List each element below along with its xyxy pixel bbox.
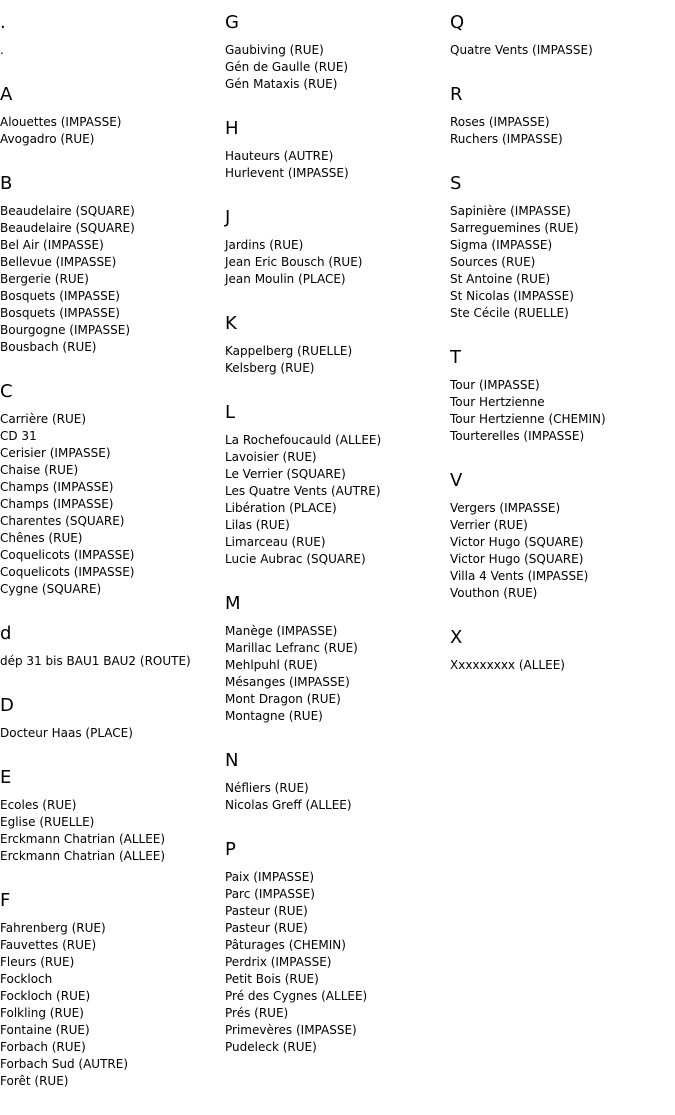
street-link[interactable]: Bergerie (RUE) <box>0 272 89 286</box>
letter-section <box>0 381 225 598</box>
street-link[interactable]: Champs (IMPASSE) <box>0 480 114 494</box>
street-link[interactable]: Limarceau (RUE) <box>225 535 326 549</box>
street-link[interactable]: Néfliers (RUE) <box>225 781 309 795</box>
street-link[interactable]: Kappelberg (RUELLE) <box>225 344 353 358</box>
letter-section <box>0 173 225 356</box>
section-letter-heading: P <box>225 839 236 860</box>
street-link[interactable]: Marillac Lefranc (RUE) <box>225 641 358 655</box>
street-link[interactable]: Fahrenberg (RUE) <box>0 921 106 935</box>
street-link[interactable]: Xxxxxxxxx (ALLEE) <box>450 658 565 672</box>
street-link[interactable]: Ecoles (RUE) <box>0 798 77 812</box>
street-link[interactable]: Jardins (RUE) <box>225 238 304 252</box>
section-letter-heading: . <box>0 12 6 33</box>
street-link[interactable]: Alouettes (IMPASSE) <box>0 115 122 129</box>
section-letter-heading: X <box>450 627 463 648</box>
street-link[interactable]: Perdrix (IMPASSE) <box>225 955 332 969</box>
street-link[interactable]: Fauvettes (RUE) <box>0 938 97 952</box>
section-letter-heading: L <box>225 402 236 423</box>
section-letter-heading: K <box>225 313 237 334</box>
letter-section <box>225 207 450 288</box>
street-link[interactable]: Erckmann Chatrian (ALLEE) <box>0 832 166 846</box>
street-link[interactable]: Beaudelaire (SQUARE) <box>0 221 135 235</box>
street-link[interactable]: Forbach Sud (AUTRE) <box>0 1057 128 1071</box>
index-column-2 <box>225 12 450 1081</box>
street-link[interactable]: Charentes (SQUARE) <box>0 514 125 528</box>
street-link[interactable]: Tour Hertzienne (CHEMIN) <box>450 412 606 426</box>
letter-section <box>0 84 225 148</box>
street-link[interactable]: Pudeleck (RUE) <box>225 1040 317 1054</box>
letter-section <box>450 173 675 322</box>
street-link[interactable]: Sources (RUE) <box>450 255 536 269</box>
street-link[interactable]: Victor Hugo (SQUARE) <box>450 552 584 566</box>
street-link[interactable]: Vergers (IMPASSE) <box>450 501 561 515</box>
street-link[interactable]: Chaise (RUE) <box>0 463 79 477</box>
street-link[interactable]: Mehlpuhl (RUE) <box>225 658 318 672</box>
section-letter-heading: E <box>0 767 12 788</box>
street-link[interactable]: Lucie Aubrac (SQUARE) <box>225 552 366 566</box>
street-link[interactable]: Coquelicots (IMPASSE) <box>0 548 135 562</box>
street-link[interactable]: Fockloch (RUE) <box>0 989 91 1003</box>
street-link[interactable]: Tourterelles (IMPASSE) <box>450 429 585 443</box>
street-link[interactable]: Le Verrier (SQUARE) <box>225 467 346 481</box>
street-link[interactable]: Roses (IMPASSE) <box>450 115 550 129</box>
street-link[interactable]: Bel Air (IMPASSE) <box>0 238 104 252</box>
letter-section <box>450 12 675 59</box>
street-link[interactable]: Sapinière (IMPASSE) <box>450 204 571 218</box>
letter-section <box>0 695 225 742</box>
letter-section <box>450 84 675 148</box>
section-letter-heading: N <box>225 750 239 771</box>
street-link[interactable]: Prés (RUE) <box>225 1006 289 1020</box>
letter-section <box>225 750 450 814</box>
street-link[interactable]: Hauteurs (AUTRE) <box>225 149 334 163</box>
letter-section <box>450 347 675 445</box>
street-link[interactable]: Ste Cécile (RUELLE) <box>450 306 569 320</box>
street-link[interactable]: Bourgogne (IMPASSE) <box>0 323 131 337</box>
section-letter-heading: C <box>0 381 13 402</box>
street-link[interactable]: Cerisier (IMPASSE) <box>0 446 111 460</box>
street-link[interactable]: Jean Eric Bousch (RUE) <box>225 255 363 269</box>
street-link[interactable]: St Antoine (RUE) <box>450 272 551 286</box>
street-link[interactable]: Gén Mataxis (RUE) <box>225 77 338 91</box>
street-link[interactable]: Fleurs (RUE) <box>0 955 75 969</box>
section-letter-heading: H <box>225 118 239 139</box>
street-link[interactable]: Kelsberg (RUE) <box>225 361 315 375</box>
street-link[interactable]: Fockloch <box>0 972 53 986</box>
letter-section <box>225 402 450 568</box>
street-link[interactable]: Primevères (IMPASSE) <box>225 1023 357 1037</box>
street-link[interactable]: Paix (IMPASSE) <box>225 870 315 884</box>
street-link[interactable]: Forêt (RUE) <box>0 1074 69 1088</box>
street-link[interactable]: Gaubiving (RUE) <box>225 43 324 57</box>
street-link[interactable]: Gén de Gaulle (RUE) <box>225 60 349 74</box>
section-letter-heading: S <box>450 173 462 194</box>
street-link[interactable]: Eglise (RUELLE) <box>0 815 95 829</box>
street-link[interactable]: Bosquets (IMPASSE) <box>0 289 120 303</box>
street-link[interactable]: Carrière (RUE) <box>0 412 87 426</box>
street-link[interactable]: Avogadro (RUE) <box>0 132 95 146</box>
street-link[interactable]: Pasteur (RUE) <box>225 921 308 935</box>
street-link[interactable]: Mésanges (IMPASSE) <box>225 675 350 689</box>
street-link[interactable]: Lavoisier (RUE) <box>225 450 317 464</box>
street-link[interactable]: Pré des Cygnes (ALLEE) <box>225 989 368 1003</box>
letter-section <box>450 627 675 674</box>
section-letter-heading: d <box>0 623 12 644</box>
street-link[interactable]: dép 31 bis BAU1 BAU2 (ROUTE) <box>0 654 191 668</box>
section-letter-heading: T <box>450 347 461 368</box>
street-link[interactable]: Sigma (IMPASSE) <box>450 238 553 252</box>
street-link[interactable]: Les Quatre Vents (AUTRE) <box>225 484 381 498</box>
letter-section <box>0 767 225 865</box>
street-link[interactable]: Bellevue (IMPASSE) <box>0 255 117 269</box>
street-link[interactable]: Bousbach (RUE) <box>0 340 97 354</box>
letter-section <box>225 118 450 182</box>
section-letter-heading: D <box>0 695 14 716</box>
street-link[interactable]: Verrier (RUE) <box>450 518 528 532</box>
street-link[interactable]: Erckmann Chatrian (ALLEE) <box>0 849 166 863</box>
street-link[interactable]: CD 31 <box>0 429 37 443</box>
letter-section <box>0 890 225 1090</box>
street-link[interactable]: Hurlevent (IMPASSE) <box>225 166 349 180</box>
section-letter-heading: M <box>225 593 241 614</box>
street-link[interactable]: Bosquets (IMPASSE) <box>0 306 120 320</box>
letter-section <box>225 839 450 1056</box>
street-link[interactable]: Docteur Haas (PLACE) <box>0 726 133 740</box>
section-letter-heading: G <box>225 12 239 33</box>
street-link[interactable]: La Rochefoucauld (ALLEE) <box>225 433 382 447</box>
street-link[interactable]: Vouthon (RUE) <box>450 586 538 600</box>
section-letter-heading: J <box>225 207 231 228</box>
street-link[interactable]: Pasteur (RUE) <box>225 904 308 918</box>
letter-section <box>450 470 675 602</box>
street-link[interactable]: Pâturages (CHEMIN) <box>225 938 346 952</box>
street-link[interactable]: Fontaine (RUE) <box>0 1023 90 1037</box>
street-link[interactable]: Victor Hugo (SQUARE) <box>450 535 584 549</box>
street-link[interactable]: Tour (IMPASSE) <box>450 378 540 392</box>
street-link[interactable]: Cygne (SQUARE) <box>0 582 102 596</box>
street-link[interactable]: Jean Moulin (PLACE) <box>225 272 346 286</box>
letter-section <box>0 12 225 59</box>
street-link[interactable]: Nicolas Greff (ALLEE) <box>225 798 352 812</box>
street-link[interactable]: Forbach (RUE) <box>0 1040 86 1054</box>
letter-section <box>225 593 450 725</box>
street-link[interactable]: Parc (IMPASSE) <box>225 887 315 901</box>
street-link[interactable]: Coquelicots (IMPASSE) <box>0 565 135 579</box>
letter-section <box>225 313 450 377</box>
section-letter-heading: B <box>0 173 13 194</box>
street-link[interactable]: St Nicolas (IMPASSE) <box>450 289 574 303</box>
street-link[interactable]: . <box>0 43 4 57</box>
section-letter-heading: Q <box>450 12 465 33</box>
street-link[interactable]: Chênes (RUE) <box>0 531 83 545</box>
street-link[interactable]: Petit Bois (RUE) <box>225 972 319 986</box>
street-link[interactable]: Beaudelaire (SQUARE) <box>0 204 135 218</box>
street-link[interactable]: Villa 4 Vents (IMPASSE) <box>450 569 589 583</box>
street-link[interactable]: Ruchers (IMPASSE) <box>450 132 563 146</box>
street-link[interactable]: Manège (IMPASSE) <box>225 624 338 638</box>
street-link[interactable]: Tour Hertzienne <box>450 395 545 409</box>
letter-section <box>0 623 225 670</box>
street-link[interactable]: Quatre Vents (IMPASSE) <box>450 43 593 57</box>
street-link[interactable]: Libération (PLACE) <box>225 501 337 515</box>
street-link[interactable]: Champs (IMPASSE) <box>0 497 114 511</box>
section-letter-heading: R <box>450 84 463 105</box>
street-link[interactable]: Montagne (RUE) <box>225 709 323 723</box>
street-link[interactable]: Sarreguemines (RUE) <box>450 221 579 235</box>
street-link[interactable]: Lilas (RUE) <box>225 518 290 532</box>
section-letter-heading: A <box>0 84 13 105</box>
street-link[interactable]: Folkling (RUE) <box>0 1006 84 1020</box>
index-column-1 <box>0 12 225 1115</box>
letter-section <box>225 12 450 93</box>
street-link[interactable]: Mont Dragon (RUE) <box>225 692 341 706</box>
index-column-3 <box>450 12 675 699</box>
section-letter-heading: F <box>0 890 11 911</box>
section-letter-heading: V <box>450 470 463 491</box>
